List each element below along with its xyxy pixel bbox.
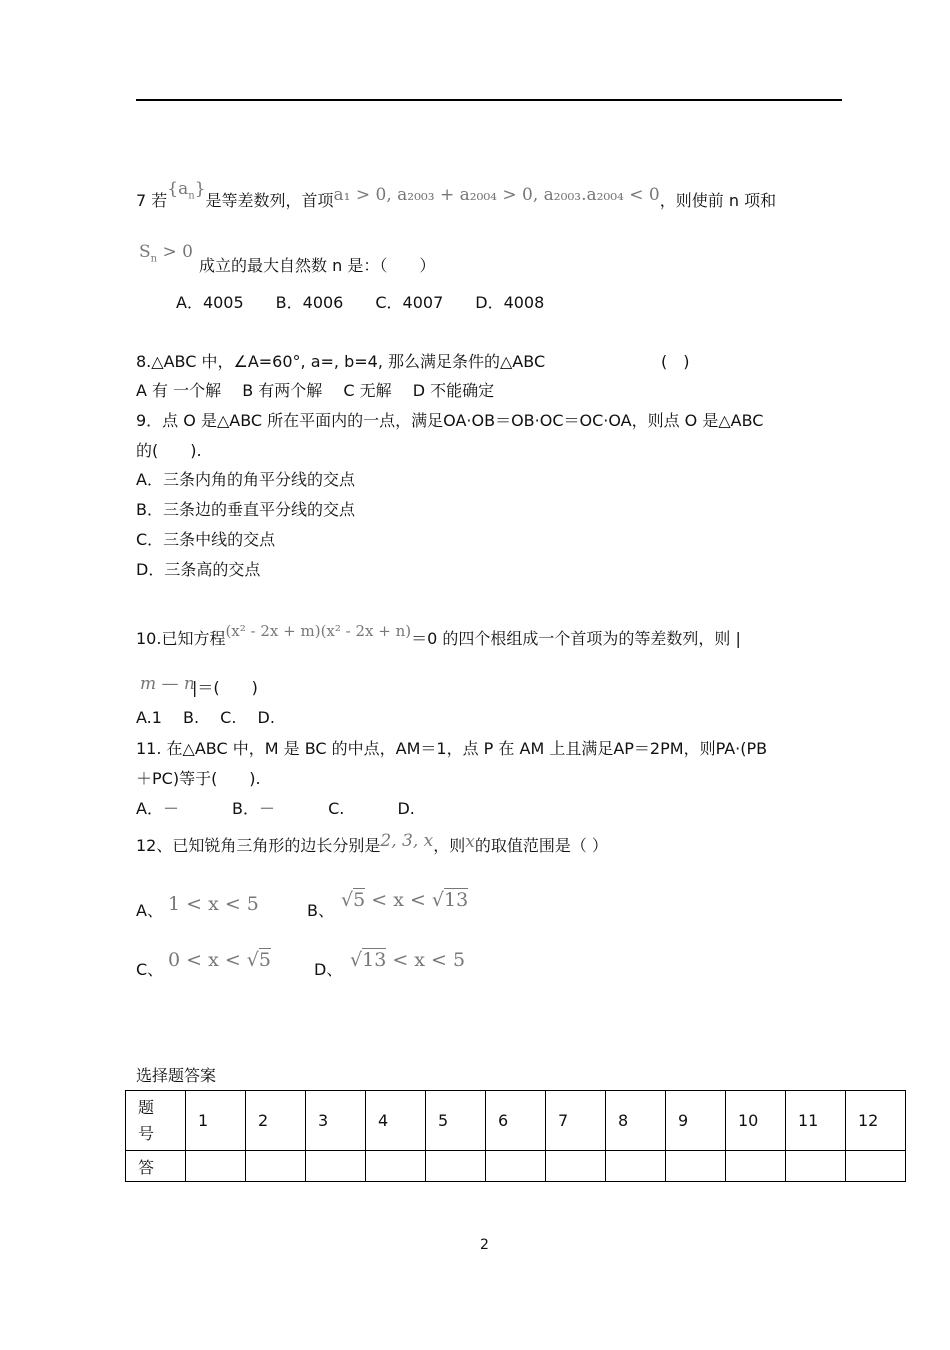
header-rule: [136, 99, 842, 101]
q12-option-a-math: 1 < x < 5: [168, 893, 259, 915]
q8-bracket: ( ): [661, 352, 690, 371]
q10-line2: |＝( ): [192, 678, 258, 697]
question-number-cell: 9: [666, 1091, 726, 1151]
question-number-cell: 10: [726, 1091, 786, 1151]
answer-cell[interactable]: [666, 1151, 726, 1182]
q11-options: A．－ B．－ C. D.: [136, 799, 415, 818]
answer-cell[interactable]: [606, 1151, 666, 1182]
q8-options: A 有 一个解 B 有两个解 C 无解 D 不能确定: [136, 381, 495, 400]
q12-text-b: ，则: [433, 836, 466, 855]
q11-line2: ＋PC)等于( ).: [136, 769, 261, 788]
q9-line1: 9．点 O 是△ABC 所在平面内的一点，满足OA·OB＝OB·OC＝OC·OA，则点 O 是△ABC: [136, 411, 764, 430]
q12-option-c-math: 0 < x < √5: [168, 949, 272, 971]
answer-cell[interactable]: [486, 1151, 546, 1182]
answer-cell[interactable]: [786, 1151, 846, 1182]
question-number-cell: 12: [846, 1091, 906, 1151]
question-number-cell: 7: [546, 1091, 606, 1151]
answer-cell[interactable]: [306, 1151, 366, 1182]
q12-line1: [136, 831, 608, 856]
answer-cell[interactable]: [426, 1151, 486, 1182]
question-number-cell: 2: [246, 1091, 306, 1151]
answer-cell[interactable]: [366, 1151, 426, 1182]
answer-table-answer-row: [126, 1151, 906, 1182]
q7-seq-math: $\{a_n\}$: [167, 179, 206, 202]
q7-line2: 成立的最大自然数 n 是：（ ）: [199, 256, 436, 275]
q9-line2: 的( ).: [136, 441, 202, 460]
row-header-number: [126, 1091, 186, 1151]
q7-text-c: ，则使前 n 项和: [659, 191, 777, 210]
q12-option-d-math: √13 < x < 5: [350, 949, 466, 971]
q12-sides-math: 2, 3, x: [380, 831, 434, 851]
q10-equation-math: (x² - 2x + m)(x² - 2x + n): [225, 622, 412, 640]
q7-text-a: 7 若: [136, 191, 168, 210]
question-number-cell: 1: [186, 1091, 246, 1151]
q7-line1: [136, 179, 777, 218]
q12-text-c: 的取值范围是（ ）: [474, 836, 608, 855]
q11-line1: 11. 在△ABC 中，M 是 BC 的中点，AM＝1，点 P 在 AM 上且满足AP＝2PM，则PA·(PB: [136, 739, 768, 758]
question-number-cell: 4: [366, 1091, 426, 1151]
q10-options: A.1 B. C. D.: [136, 708, 275, 727]
page-number: 2: [480, 1237, 489, 1253]
q7-condition-math: a₁ > 0, a₂₀₀₃ + a₂₀₀₄ > 0, a₂₀₀₃.a₂₀₀₄ < 0: [333, 185, 660, 205]
q9-option-c: C．三条中线的交点: [136, 530, 276, 549]
q12-option-a-label: A、: [136, 901, 163, 920]
q12-option-b-label: B、: [307, 901, 334, 920]
q7-text-b: 是等差数列，首项: [205, 191, 334, 210]
row-header-answer: 答: [126, 1151, 186, 1182]
answer-cell[interactable]: [546, 1151, 606, 1182]
q9-option-d: D．三条高的交点: [136, 560, 261, 579]
answer-cell[interactable]: [726, 1151, 786, 1182]
q10-line1: [136, 622, 741, 649]
q12-x-math: x: [465, 832, 475, 852]
q9-option-b: B．三条边的垂直平分线的交点: [136, 500, 355, 519]
q12-option-c-label: C、: [136, 960, 164, 979]
question-number-cell: 11: [786, 1091, 846, 1151]
answer-table-header-row: [126, 1091, 906, 1151]
question-number-cell: 6: [486, 1091, 546, 1151]
question-number-cell: 5: [426, 1091, 486, 1151]
q8-line1: 8.△ABC 中，∠A=60°, a=, b=4, 那么满足条件的△ABC: [136, 352, 546, 371]
row-header-number-text: 题号: [138, 1097, 155, 1143]
q10-mn-math: m — n: [140, 674, 195, 694]
question-number-cell: 3: [306, 1091, 366, 1151]
q12-option-d-label: D、: [314, 960, 343, 979]
answer-cell[interactable]: [186, 1151, 246, 1182]
q12-text-a: 12、已知锐角三角形的边长分别是: [136, 836, 381, 855]
answer-table-title: 选择题答案: [136, 1066, 217, 1085]
question-number-cell: 8: [606, 1091, 666, 1151]
q7-sn-math: $S_n > 0$: [139, 242, 193, 265]
answer-cell[interactable]: [246, 1151, 306, 1182]
q9-option-a: A．三条内角的角平分线的交点: [136, 470, 355, 489]
answer-table: [125, 1090, 906, 1182]
answer-cell[interactable]: [846, 1151, 906, 1182]
q12-option-b-math: √5 < x < √13: [341, 889, 469, 911]
q10-text-b: ＝0 的四个根组成一个首项为的等差数列，则 |: [411, 629, 741, 648]
q7-options: A．4005 B．4006 C．4007 D．4008: [176, 293, 545, 312]
q10-text-a: 10.已知方程: [136, 629, 226, 648]
